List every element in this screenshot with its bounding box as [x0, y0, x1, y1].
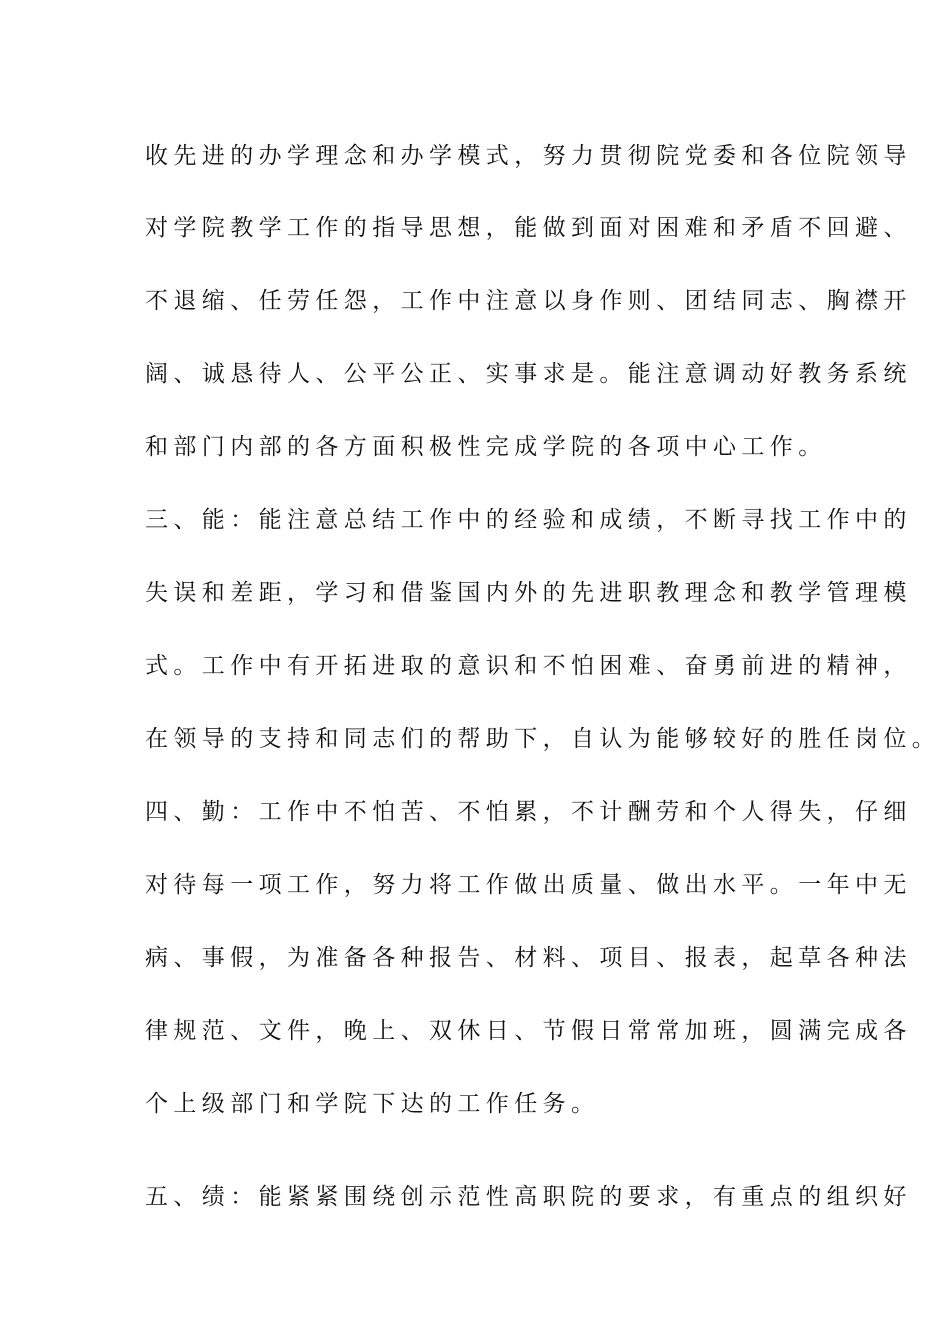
section-three-heading-line: 三、能：能注意总结工作中的经验和成绩，不断寻找工作中的: [145, 507, 912, 533]
paragraph-line: 律规范、文件，晚上、双休日、节假日常常加班，圆满完成各: [145, 1018, 912, 1044]
section-four-heading-line: 四、勤：工作中不怕苦、不怕累，不计酬劳和个人得失，仔细: [145, 799, 912, 825]
paragraph-line: 式。工作中有开拓进取的意识和不怕困难、奋勇前进的精神，: [145, 653, 912, 679]
paragraph-line: 阔、诚恳待人、公平公正、实事求是。能注意调动好教务系统: [145, 361, 912, 387]
section-five-heading-line: 五、绩：能紧紧围绕创示范性高职院的要求，有重点的组织好: [145, 1184, 912, 1210]
paragraph-line: 失误和差距，学习和借鉴国内外的先进职教理念和教学管理模: [145, 580, 912, 606]
paragraph-line: 对学院教学工作的指导思想，能做到面对困难和矛盾不回避、: [145, 215, 912, 241]
paragraph-line: 病、事假，为准备各种报告、材料、项目、报表，起草各种法: [145, 945, 912, 971]
paragraph-line: 收先进的办学理念和办学模式，努力贯彻院党委和各位院领导: [145, 143, 912, 169]
paragraph-line: 在领导的支持和同志们的帮助下，自认为能够较好的胜任岗位。: [145, 726, 941, 752]
paragraph-line: 个上级部门和学院下达的工作任务。: [145, 1091, 600, 1117]
paragraph-line: 和部门内部的各方面积极性完成学院的各项中心工作。: [145, 434, 827, 460]
paragraph-line: 对待每一项工作，努力将工作做出质量、做出水平。一年中无: [145, 872, 912, 898]
paragraph-line: 不退缩、任劳任怨，工作中注意以身作则、团结同志、胸襟开: [145, 288, 912, 314]
